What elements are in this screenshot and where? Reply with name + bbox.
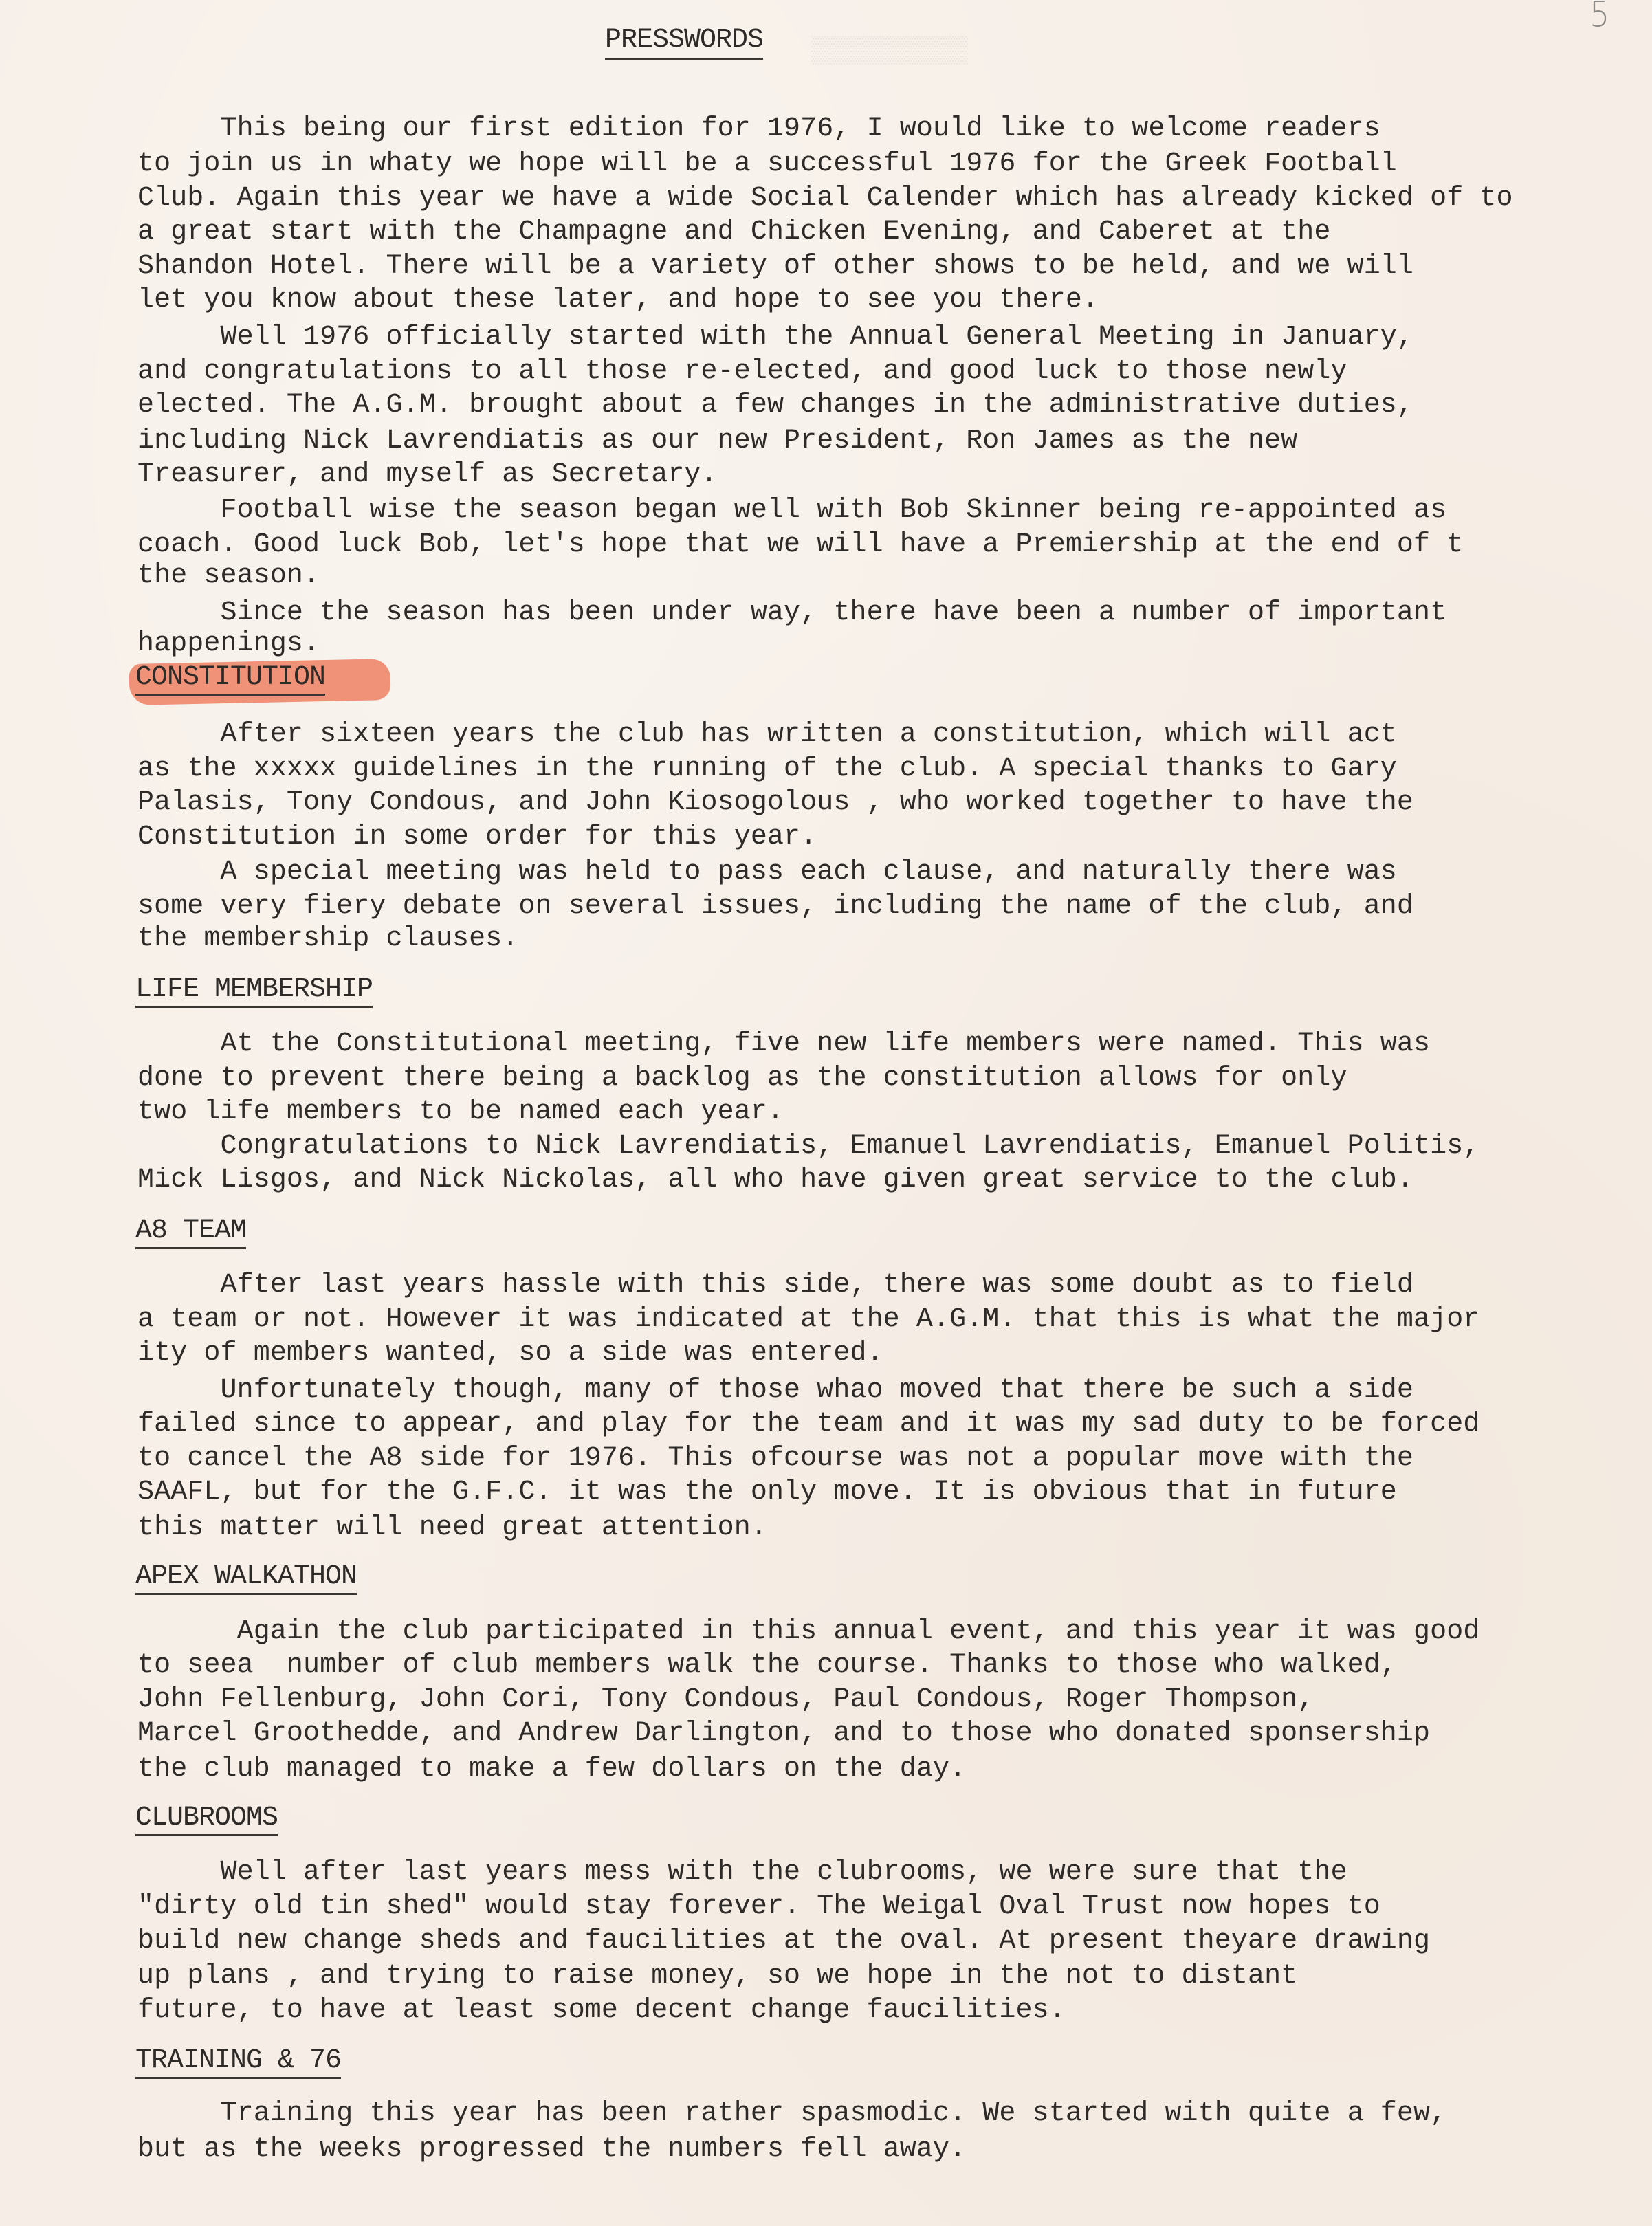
text-line: A special meeting was held to pass each clause, and naturally there was [137, 857, 1397, 888]
section-heading: APEX WALKATHON [135, 1561, 357, 1595]
text-line: John Fellenburg, John Cori, Tony Condous, Paul Condous, Roger Thompson, [137, 1684, 1314, 1715]
text-line: Congratulations to Nick Lavrendiatis, Emanuel Lavrendiatis, Emanuel Politis, [137, 1131, 1480, 1162]
text-line: let you know about these later, and hope to see you there. [137, 285, 1099, 316]
text-line: Club. Again this year we have a wide Social Calender which has already kicked of to [137, 183, 1513, 214]
text-line: the club managed to make a few dollars on the day. [137, 1754, 967, 1785]
text-line: this matter will need great attention. [137, 1512, 767, 1543]
text-line: done to prevent there being a backlog as the constitution allows for only [137, 1063, 1347, 1094]
text-line: two life members to be named each year. [137, 1097, 784, 1127]
text-line: to seea number of club members walk the course. Thanks to those who walked, [137, 1650, 1397, 1681]
text-line: Training this year has been rather spasmodic. We started with quite a few, [137, 2098, 1447, 2129]
text-line: a great start with the Champagne and Chicken Evening, and Caberet at the [137, 217, 1331, 247]
text-line: After sixteen years the club has written a constitution, which will act [137, 719, 1397, 750]
text-line: Well after last years mess with the clubrooms, we were sure that the [137, 1857, 1347, 1888]
text-line: and congratulations to all those re-elected, and good luck to those newly [137, 356, 1347, 387]
section-heading: A8 TEAM [135, 1215, 246, 1249]
text-line: up plans , and trying to raise money, so we hope in the not to distant [137, 1961, 1298, 1992]
text-line: Football wise the season began well with Bob Skinner being re-appointed as [137, 495, 1447, 526]
text-line: but as the weeks progressed the numbers fell away. [137, 2134, 967, 2165]
section-heading: LIFE MEMBERSHIP [135, 974, 373, 1008]
text-line: elected. The A.G.M. brought about a few changes in the administrative duties, [137, 390, 1414, 421]
text-line: to join us in whaty we hope will be a successful 1976 for the Greek Football [137, 148, 1397, 179]
text-line: Unfortunately though, many of those whao moved that there be such a side [137, 1375, 1414, 1406]
text-line: build new change sheds and faucilities at the oval. At present theyare drawing [137, 1926, 1431, 1957]
text-line: After last years hassle with this side, there was some doubt as to field [137, 1270, 1414, 1301]
text-line: "dirty old tin shed" would stay forever. The Weigal Oval Trust now hopes to [137, 1891, 1380, 1922]
text-line: as the xxxxx guidelines in the running of the club. A special thanks to Gary [137, 753, 1397, 784]
section-heading: CONSTITUTION [135, 662, 325, 696]
text-line: the membership clauses. [137, 923, 519, 954]
text-line: At the Constitutional meeting, five new life members were named. This was [137, 1028, 1431, 1059]
text-line: Mick Lisgos, and Nick Nickolas, all who have given great service to the club. [137, 1165, 1414, 1195]
text-line: coach. Good luck Bob, let's hope that we will have a Premiership at the end of t [137, 529, 1464, 560]
text-line: some very fiery debate on several issues, including the name of the club, and [137, 891, 1414, 922]
text-line: SAAFL, but for the G.F.C. it was the only move. It is obvious that in future [137, 1477, 1397, 1508]
text-line: Shandon Hotel. There will be a variety of other shows to be held, and we will [137, 251, 1414, 282]
text-line: failed since to appear, and play for the team and it was my sad duty to be forced [137, 1409, 1480, 1440]
section-heading: TRAINING & 76 [135, 2045, 341, 2079]
text-line: Treasurer, and myself as Secretary. [137, 459, 718, 490]
section-heading: CLUBROOMS [135, 1803, 278, 1836]
page-title: PRESSWORDS [605, 23, 763, 60]
bleed-through-text: ▒▒▒▒▒▒▒▒▒▒ [811, 36, 969, 66]
text-line: Since the season has been under way, there have been a number of important [137, 597, 1447, 628]
text-line: Palasis, Tony Condous, and John Kiosogolous , who worked together to have the [137, 787, 1414, 818]
text-line: ity of members wanted, so a side was entered. [137, 1338, 883, 1369]
text-line: Again the club participated in this annual event, and this year it was good [137, 1616, 1480, 1647]
text-line: Constitution in some order for this year. [137, 822, 817, 852]
text-line: the season. [137, 560, 320, 591]
text-line: Marcel Groothedde, and Andrew Darlington, and to those who donated sponsership [137, 1718, 1431, 1749]
text-line: This being our first edition for 1976, I would like to welcome readers [137, 113, 1380, 144]
text-line: future, to have at least some decent change faucilities. [137, 1995, 1066, 2026]
text-line: Well 1976 officially started with the Annual General Meeting in January, [137, 322, 1414, 353]
text-line: including Nick Lavrendiatis as our new President, Ron James as the new [137, 426, 1298, 456]
text-line: to cancel the A8 side for 1976. This ofcourse was not a popular move with the [137, 1443, 1414, 1474]
text-line: a team or not. However it was indicated at the A.G.M. that this is what the major [137, 1304, 1480, 1335]
text-line: happenings. [137, 628, 320, 659]
page-number: 5 [1589, 0, 1610, 35]
